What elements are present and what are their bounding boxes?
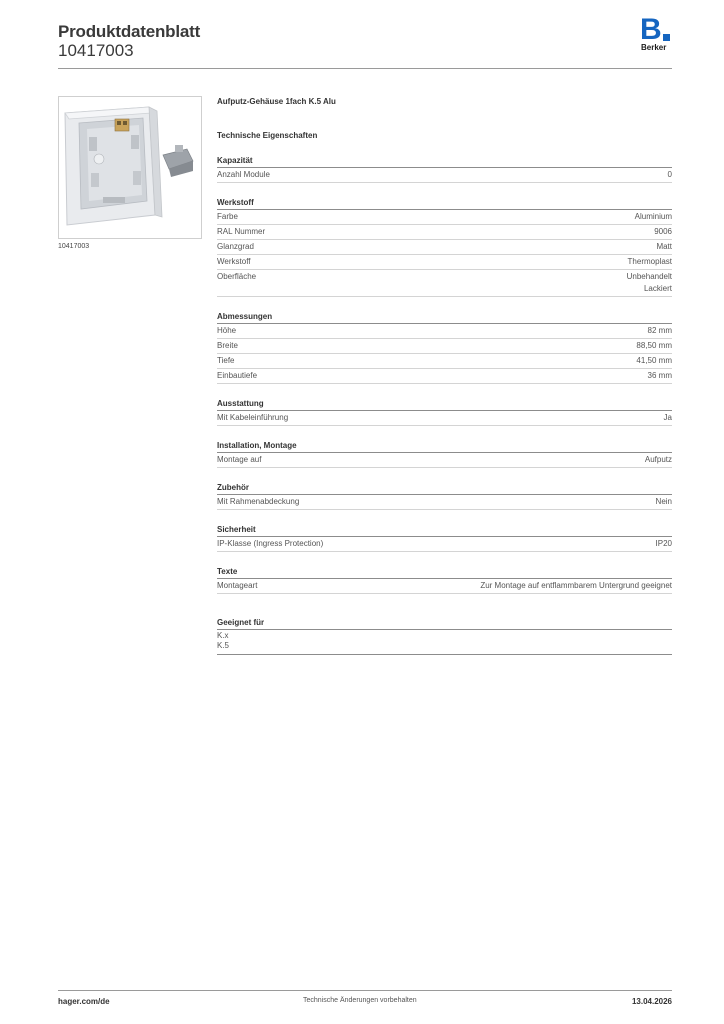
spec-value: Unbehandelt (626, 272, 672, 281)
section-sicherheit (217, 524, 672, 552)
spec-label: Montageart (217, 581, 258, 590)
product-image (58, 96, 202, 239)
spec-row (217, 411, 672, 426)
logo-brand: Berker (641, 43, 667, 52)
spec-row (217, 324, 672, 339)
document-header (58, 22, 200, 60)
spec-value: Ja (663, 413, 672, 422)
suitable-item: K.x (217, 631, 229, 640)
spec-row (217, 210, 672, 225)
spec-label: Farbe (217, 212, 238, 221)
spec-label: Breite (217, 341, 238, 350)
section-geeignet-fuer (217, 617, 672, 655)
spec-label: Oberfläche (217, 272, 257, 281)
spec-row (217, 339, 672, 354)
spec-value: Thermoplast (627, 257, 672, 266)
spec-label: Einbautiefe (217, 371, 258, 380)
spec-value: 82 mm (647, 326, 672, 335)
spec-row (217, 168, 672, 183)
spec-row (217, 537, 672, 552)
section-title: Sicherheit (217, 524, 672, 537)
section-abmessungen (217, 311, 672, 384)
spec-value: IP20 (655, 539, 672, 548)
spec-label: Tiefe (217, 356, 235, 365)
spec-value-multiline (627, 271, 672, 295)
spec-label: Werkstoff (217, 257, 251, 266)
spec-value: Aufputz (644, 455, 672, 464)
document-title: Produktdatenblatt (58, 22, 201, 41)
spec-value: 9006 (654, 227, 672, 236)
section-title: Abmessungen (217, 311, 672, 324)
section-title: Werkstoff (217, 197, 672, 210)
section-title: Kapazität (217, 155, 672, 168)
spec-value: Aluminium (634, 212, 672, 221)
spec-label: Montage auf (217, 455, 262, 464)
footer-disclaimer: Technische Änderungen vorbehalten (303, 997, 417, 1004)
technical-specifications (217, 96, 672, 655)
spec-value: Nein (655, 497, 672, 506)
spec-label: Glanzgrad (217, 242, 254, 251)
spec-row (217, 240, 672, 255)
section-title: Geeignet für (217, 617, 672, 630)
spec-label: Mit Rahmenabdeckung (217, 497, 300, 506)
spec-row (217, 225, 672, 240)
footer-divider (58, 990, 672, 991)
spec-value: Lackiert (643, 284, 672, 293)
spec-row (217, 495, 672, 510)
spec-row (217, 453, 672, 468)
spec-label: Anzahl Module (217, 170, 270, 179)
section-installation (217, 440, 672, 468)
spec-value: Zur Montage auf entflammbarem Untergrund geeignet (480, 581, 672, 590)
spec-row (217, 369, 672, 384)
spec-label: Höhe (217, 326, 237, 335)
section-zubehoer (217, 482, 672, 510)
section-texte (217, 566, 672, 594)
product-name: Aufputz-Gehäuse 1fach K.5 Alu (217, 97, 336, 106)
spec-label: Mit Kabeleinführung (217, 413, 289, 422)
spec-row (217, 255, 672, 270)
suitable-item: K.5 (217, 641, 230, 650)
image-caption: 10417003 (58, 243, 90, 250)
spec-row (217, 270, 672, 297)
section-ausstattung (217, 398, 672, 426)
section-title: Zubehör (217, 482, 672, 495)
suitable-list (217, 630, 672, 655)
spec-row (217, 579, 672, 594)
section-title: Texte (217, 566, 672, 579)
footer-website: hager.com/de (58, 997, 110, 1006)
spec-value: 88,50 mm (636, 341, 672, 350)
section-werkstoff (217, 197, 672, 297)
section-kapazitaet (217, 155, 672, 183)
logo-letter: B (640, 13, 661, 46)
surface-housing-illustration (59, 97, 201, 238)
header-divider (58, 68, 672, 69)
section-title: Ausstattung (217, 398, 672, 411)
logo-dot (663, 34, 670, 41)
spec-value: 41,50 mm (636, 356, 672, 365)
spec-value: Matt (656, 242, 672, 251)
spec-label: RAL Nummer (217, 227, 266, 236)
spec-value: 36 mm (647, 371, 672, 380)
spec-label: IP-Klasse (Ingress Protection) (217, 539, 324, 548)
technical-properties-heading: Technische Eigenschaften (217, 131, 318, 140)
spec-row (217, 354, 672, 369)
berker-logo (640, 15, 674, 55)
article-number: 10417003 (58, 41, 134, 60)
footer-date: 13.04.2026 (631, 997, 672, 1006)
section-title: Installation, Montage (217, 440, 672, 453)
spec-value: 0 (667, 170, 672, 179)
